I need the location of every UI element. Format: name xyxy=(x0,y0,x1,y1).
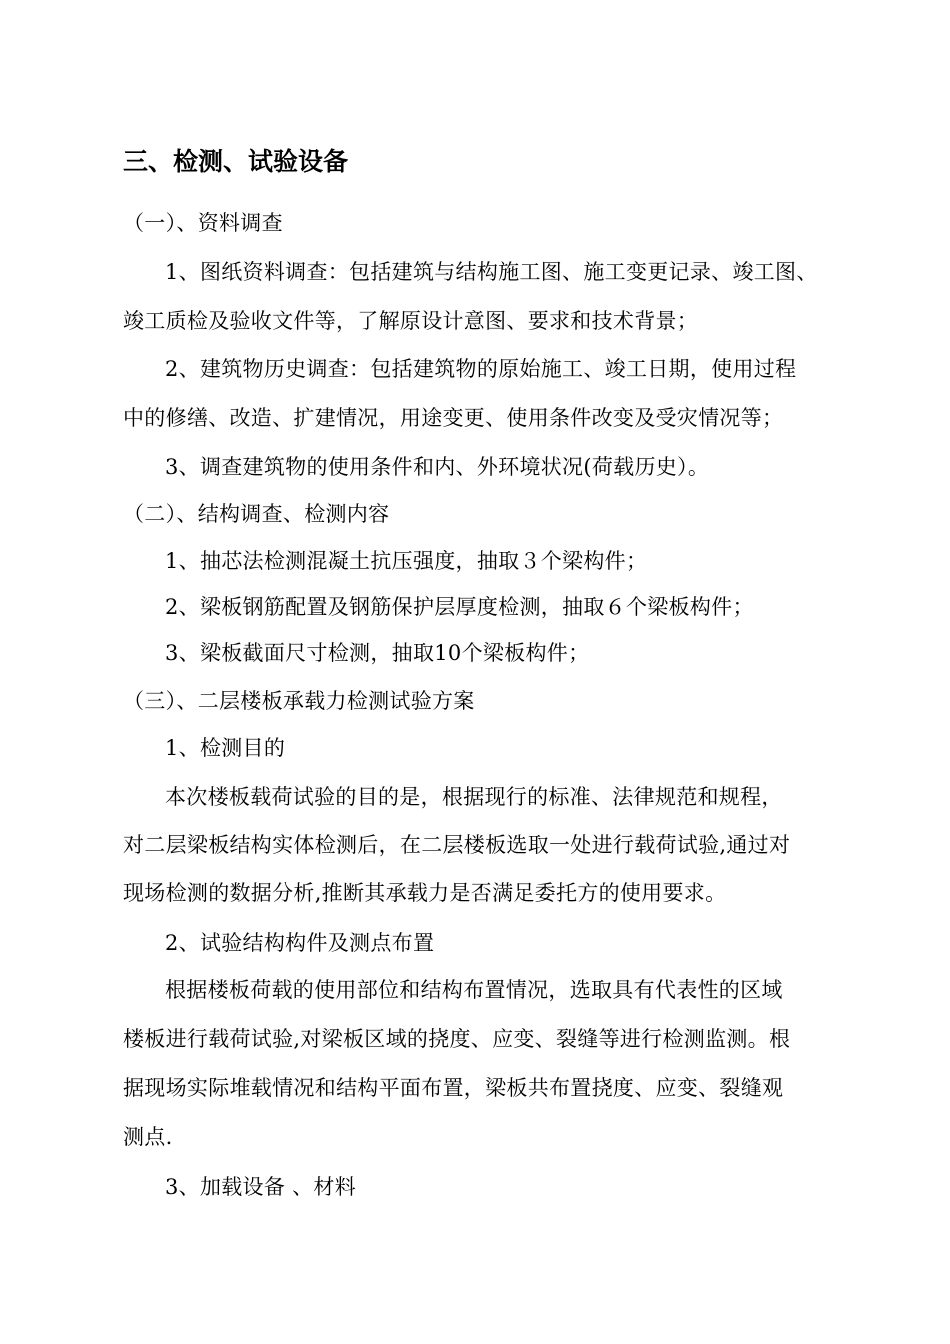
paragraph-line: 1、图纸资料调查：包括建筑与结构施工图、施工变更记录、竣工图、 xyxy=(165,260,818,284)
paragraph-line: 1、抽芯法检测混凝土抗压强度，抽取３个梁构件； xyxy=(165,549,648,573)
paragraph-line: 中的修缮、改造、扩建情况，用途变更、使用条件改变及受灾情况等； xyxy=(123,406,784,430)
paragraph-line: 根据楼板荷载的使用部位和结构布置情况，选取具有代表性的区域 xyxy=(165,978,783,1002)
paragraph-line: 测点. xyxy=(123,1125,173,1149)
paragraph-line: 现场检测的数据分析,推断其承载力是否满足委托方的使用要求。 xyxy=(123,881,727,905)
paragraph-line: 3、加载设备 、材料 xyxy=(165,1175,357,1199)
paragraph-line: 2、建筑物历史调查：包括建筑物的原始施工、竣工日期，使用过程 xyxy=(165,357,797,381)
subsection-title-1: （一）、资料调查 xyxy=(123,211,283,235)
subsection-title-2: （二）、结构调查、检测内容 xyxy=(123,502,390,526)
paragraph-line: 本次楼板载荷试验的目的是，根据现行的标准、法律规范和规程， xyxy=(165,785,783,809)
subsection-title-3: （三）、二层楼板承载力检测试验方案 xyxy=(123,689,475,713)
section-heading: 三、检测、试验设备 xyxy=(123,147,349,176)
paragraph-line: 2、试验结构构件及测点布置 xyxy=(165,931,435,955)
paragraph-line: 3、梁板截面尺寸检测，抽取10个梁板构件； xyxy=(165,641,590,665)
paragraph-line: 2、梁板钢筋配置及钢筋保护层厚度检测，抽取６个梁板构件； xyxy=(165,595,754,619)
paragraph-line: 1、检测目的 xyxy=(165,736,286,760)
paragraph-line: 竣工质检及验收文件等，了解原设计意图、要求和技术背景； xyxy=(123,309,699,333)
paragraph-line: 3、调查建筑物的使用条件和内、外环境状况(荷载历史）。 xyxy=(165,455,710,479)
paragraph-line: 据现场实际堆载情况和结构平面布置，梁板共布置挠度、应变、裂缝观 xyxy=(123,1076,784,1100)
paragraph-line: 楼板进行载荷试验,对梁板区域的挠度、应变、裂缝等进行检测监测。根 xyxy=(123,1027,791,1051)
paragraph-line: 对二层梁板结构实体检测后，在二层楼板选取一处进行载荷试验,通过对 xyxy=(123,833,791,857)
